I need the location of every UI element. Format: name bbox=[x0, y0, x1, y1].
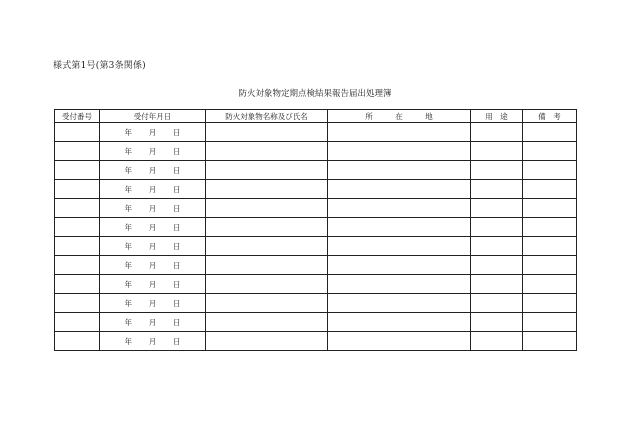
cell-remarks[interactable] bbox=[523, 332, 577, 351]
cell-reception-no[interactable] bbox=[55, 199, 100, 218]
date-placeholder bbox=[125, 298, 181, 309]
cell-name[interactable] bbox=[206, 294, 328, 313]
date-placeholder bbox=[125, 184, 181, 195]
date-unit-day: 日 bbox=[173, 203, 181, 213]
header-name: 防火対象物名称及び氏名 bbox=[206, 110, 328, 123]
date-unit-month: 月 bbox=[148, 222, 157, 232]
cell-reception-no[interactable] bbox=[55, 332, 100, 351]
cell-remarks[interactable] bbox=[523, 294, 577, 313]
date-placeholder bbox=[125, 203, 181, 214]
cell-name[interactable] bbox=[206, 237, 328, 256]
date-placeholder bbox=[125, 127, 181, 138]
header-reception-date: 受付年月日 bbox=[100, 110, 206, 123]
date-unit-year: 年 bbox=[124, 298, 132, 308]
date-unit-month: 月 bbox=[148, 317, 157, 327]
date-unit-day: 日 bbox=[173, 241, 181, 251]
cell-remarks[interactable] bbox=[523, 256, 577, 275]
header-use: 用 途 bbox=[471, 110, 523, 123]
cell-name[interactable] bbox=[206, 218, 328, 237]
date-unit-day: 日 bbox=[173, 317, 181, 327]
cell-name[interactable] bbox=[206, 142, 328, 161]
cell-use[interactable] bbox=[471, 161, 523, 180]
cell-name[interactable] bbox=[206, 180, 328, 199]
cell-name[interactable] bbox=[206, 275, 328, 294]
cell-location[interactable] bbox=[328, 161, 471, 180]
cell-remarks[interactable] bbox=[523, 123, 577, 142]
date-placeholder bbox=[125, 146, 181, 157]
date-placeholder bbox=[125, 260, 181, 271]
cell-name[interactable] bbox=[206, 199, 328, 218]
date-placeholder bbox=[125, 279, 181, 290]
date-unit-year: 年 bbox=[124, 127, 132, 137]
date-unit-day: 日 bbox=[173, 298, 181, 308]
date-unit-year: 年 bbox=[124, 241, 132, 251]
cell-reception-no[interactable] bbox=[55, 237, 100, 256]
cell-reception-date[interactable] bbox=[100, 199, 206, 218]
cell-reception-date[interactable] bbox=[100, 218, 206, 237]
cell-reception-date[interactable] bbox=[100, 161, 206, 180]
date-unit-year: 年 bbox=[124, 222, 132, 232]
cell-remarks[interactable] bbox=[523, 237, 577, 256]
ledger-table bbox=[54, 109, 577, 351]
cell-reception-date[interactable] bbox=[100, 180, 206, 199]
date-unit-day: 日 bbox=[173, 279, 181, 289]
date-unit-day: 日 bbox=[173, 184, 181, 194]
date-unit-month: 月 bbox=[148, 146, 157, 156]
table-row bbox=[55, 237, 577, 256]
table-row bbox=[55, 294, 577, 313]
cell-name[interactable] bbox=[206, 256, 328, 275]
date-unit-day: 日 bbox=[173, 165, 181, 175]
date-unit-month: 月 bbox=[148, 298, 157, 308]
cell-reception-no[interactable] bbox=[55, 180, 100, 199]
cell-use[interactable] bbox=[471, 199, 523, 218]
cell-use[interactable] bbox=[471, 275, 523, 294]
cell-use[interactable] bbox=[471, 142, 523, 161]
cell-remarks[interactable] bbox=[523, 199, 577, 218]
cell-reception-no[interactable] bbox=[55, 313, 100, 332]
date-unit-day: 日 bbox=[173, 260, 181, 270]
cell-location[interactable] bbox=[328, 123, 471, 142]
cell-reception-date[interactable] bbox=[100, 123, 206, 142]
table-row bbox=[55, 199, 577, 218]
cell-reception-no[interactable] bbox=[55, 256, 100, 275]
date-placeholder bbox=[125, 317, 181, 328]
date-placeholder bbox=[125, 165, 181, 176]
date-unit-month: 月 bbox=[148, 127, 157, 137]
table-row bbox=[55, 256, 577, 275]
date-unit-year: 年 bbox=[124, 317, 132, 327]
date-unit-year: 年 bbox=[124, 336, 132, 346]
cell-use[interactable] bbox=[471, 313, 523, 332]
date-unit-month: 月 bbox=[148, 279, 157, 289]
cell-location[interactable] bbox=[328, 313, 471, 332]
cell-use[interactable] bbox=[471, 294, 523, 313]
cell-reception-date[interactable] bbox=[100, 142, 206, 161]
date-unit-year: 年 bbox=[124, 146, 132, 156]
cell-reception-no[interactable] bbox=[55, 123, 100, 142]
date-placeholder bbox=[125, 222, 181, 233]
document-title: 防火対象物定期点検結果報告届出処理簿 bbox=[238, 89, 392, 99]
date-unit-day: 日 bbox=[173, 146, 181, 156]
cell-use[interactable] bbox=[471, 332, 523, 351]
cell-reception-date[interactable] bbox=[100, 313, 206, 332]
date-unit-day: 日 bbox=[173, 222, 181, 232]
cell-use[interactable] bbox=[471, 180, 523, 199]
date-unit-year: 年 bbox=[124, 279, 132, 289]
cell-reception-no[interactable] bbox=[55, 142, 100, 161]
cell-reception-no[interactable] bbox=[55, 275, 100, 294]
table-row bbox=[55, 161, 577, 180]
date-unit-day: 日 bbox=[173, 336, 181, 346]
form-number-label: 様式第1号(第3条関係) bbox=[53, 61, 146, 71]
cell-use[interactable] bbox=[471, 123, 523, 142]
cell-use[interactable] bbox=[471, 218, 523, 237]
cell-name[interactable] bbox=[206, 161, 328, 180]
cell-remarks[interactable] bbox=[523, 180, 577, 199]
table-row bbox=[55, 332, 577, 351]
date-placeholder bbox=[125, 336, 181, 347]
cell-location[interactable] bbox=[328, 180, 471, 199]
cell-location[interactable] bbox=[328, 199, 471, 218]
cell-location[interactable] bbox=[328, 275, 471, 294]
cell-remarks[interactable] bbox=[523, 313, 577, 332]
date-unit-year: 年 bbox=[124, 165, 132, 175]
cell-reception-no[interactable] bbox=[55, 294, 100, 313]
table-row bbox=[55, 180, 577, 199]
date-unit-month: 月 bbox=[148, 260, 157, 270]
date-unit-year: 年 bbox=[124, 203, 132, 213]
cell-name[interactable] bbox=[206, 313, 328, 332]
header-remarks: 備 考 bbox=[523, 110, 577, 123]
table-row bbox=[55, 218, 577, 237]
cell-remarks[interactable] bbox=[523, 161, 577, 180]
cell-name[interactable] bbox=[206, 123, 328, 142]
header-row bbox=[55, 110, 577, 123]
date-unit-month: 月 bbox=[148, 184, 157, 194]
cell-remarks[interactable] bbox=[523, 142, 577, 161]
cell-reception-no[interactable] bbox=[55, 161, 100, 180]
cell-reception-date[interactable] bbox=[100, 237, 206, 256]
cell-location[interactable] bbox=[328, 332, 471, 351]
cell-name[interactable] bbox=[206, 332, 328, 351]
date-unit-year: 年 bbox=[124, 260, 132, 270]
date-unit-month: 月 bbox=[148, 241, 157, 251]
cell-location[interactable] bbox=[328, 237, 471, 256]
date-unit-day: 日 bbox=[173, 127, 181, 137]
cell-location[interactable] bbox=[328, 294, 471, 313]
cell-location[interactable] bbox=[328, 218, 471, 237]
table-row bbox=[55, 142, 577, 161]
ledger-body bbox=[55, 123, 577, 351]
table-row bbox=[55, 313, 577, 332]
header-reception-no: 受付番号 bbox=[55, 110, 100, 123]
date-unit-year: 年 bbox=[124, 184, 132, 194]
header-location: 所 在 地 bbox=[328, 110, 471, 123]
table-row bbox=[55, 275, 577, 294]
date-placeholder bbox=[125, 241, 181, 252]
cell-reception-date[interactable] bbox=[100, 256, 206, 275]
cell-reception-no[interactable] bbox=[55, 218, 100, 237]
date-unit-month: 月 bbox=[148, 336, 157, 346]
cell-location[interactable] bbox=[328, 256, 471, 275]
table-row bbox=[55, 123, 577, 142]
cell-reception-date[interactable] bbox=[100, 294, 206, 313]
cell-remarks[interactable] bbox=[523, 275, 577, 294]
cell-reception-date[interactable] bbox=[100, 332, 206, 351]
cell-reception-date[interactable] bbox=[100, 275, 206, 294]
date-unit-month: 月 bbox=[148, 165, 157, 175]
cell-remarks[interactable] bbox=[523, 218, 577, 237]
cell-use[interactable] bbox=[471, 256, 523, 275]
cell-use[interactable] bbox=[471, 237, 523, 256]
cell-location[interactable] bbox=[328, 142, 471, 161]
date-unit-month: 月 bbox=[148, 203, 157, 213]
